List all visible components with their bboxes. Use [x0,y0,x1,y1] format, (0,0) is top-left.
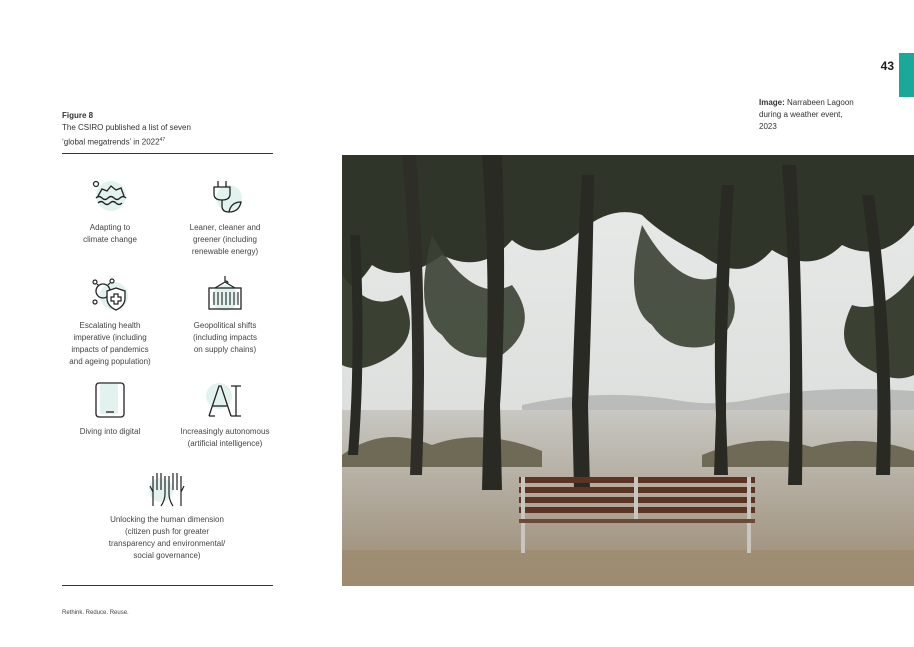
trend-item [64,176,156,246]
trend-item [96,468,238,562]
trend-label: social governance) [133,551,201,560]
trend-label: Unlocking the human dimension [110,515,224,524]
figure-text-line2: ‘global megatrends’ in 2022 [62,137,160,147]
ai-icon [205,380,245,420]
trend-label: (citizen push for greater [124,527,210,536]
trend-label: transparency and environmental/ [108,539,226,548]
trend-label: Diving into digital [79,427,141,436]
figure-label: Figure 8 [62,111,94,120]
trend-item [176,274,274,356]
trend-label: Geopolitical shifts [193,321,257,330]
health-shield-icon [90,274,130,314]
figure-text-line1: The CSIRO published a list of seven [62,123,191,132]
image-caption-label: Image: [759,98,785,107]
footer-text: Rethink. Reduce. Reuse. [62,610,129,616]
trend-label: climate change [83,235,137,244]
trend-label: on supply chains) [193,345,257,354]
trend-label: (including impacts [192,333,258,342]
trend-label: Escalating health [79,321,141,330]
image-caption-text: Narrabeen Lagoon during a weather event, 2023 [759,98,854,131]
trend-label: Increasingly autonomous [180,427,270,436]
trend-label: Leaner, cleaner and [189,223,261,232]
figure-caption [62,110,191,149]
footnote-ref: 47 [159,137,166,143]
raised-hands-icon [147,468,187,508]
trend-label: impacts of pandemics [71,345,149,354]
top-rule [62,153,273,154]
lagoon-photo [342,155,914,586]
plug-leaf-icon [205,176,245,216]
section-tab [899,53,914,97]
bottom-rule [62,585,273,586]
image-caption [759,97,859,133]
trend-label: imperative (including [73,333,147,342]
tablet-icon [90,380,130,420]
trend-label: renewable energy) [191,247,259,256]
trend-label: (artificial intelligence) [187,439,263,448]
trend-item [64,380,156,438]
shipping-container-icon [205,274,245,314]
trend-label: Adapting to [89,223,131,232]
trend-item [176,380,274,450]
trend-label: and ageing population) [69,357,151,366]
trend-item [62,274,158,368]
climate-icon [90,176,130,216]
trend-label: greener (including [192,235,258,244]
page-number: 43 [880,59,894,73]
trend-item [172,176,278,258]
